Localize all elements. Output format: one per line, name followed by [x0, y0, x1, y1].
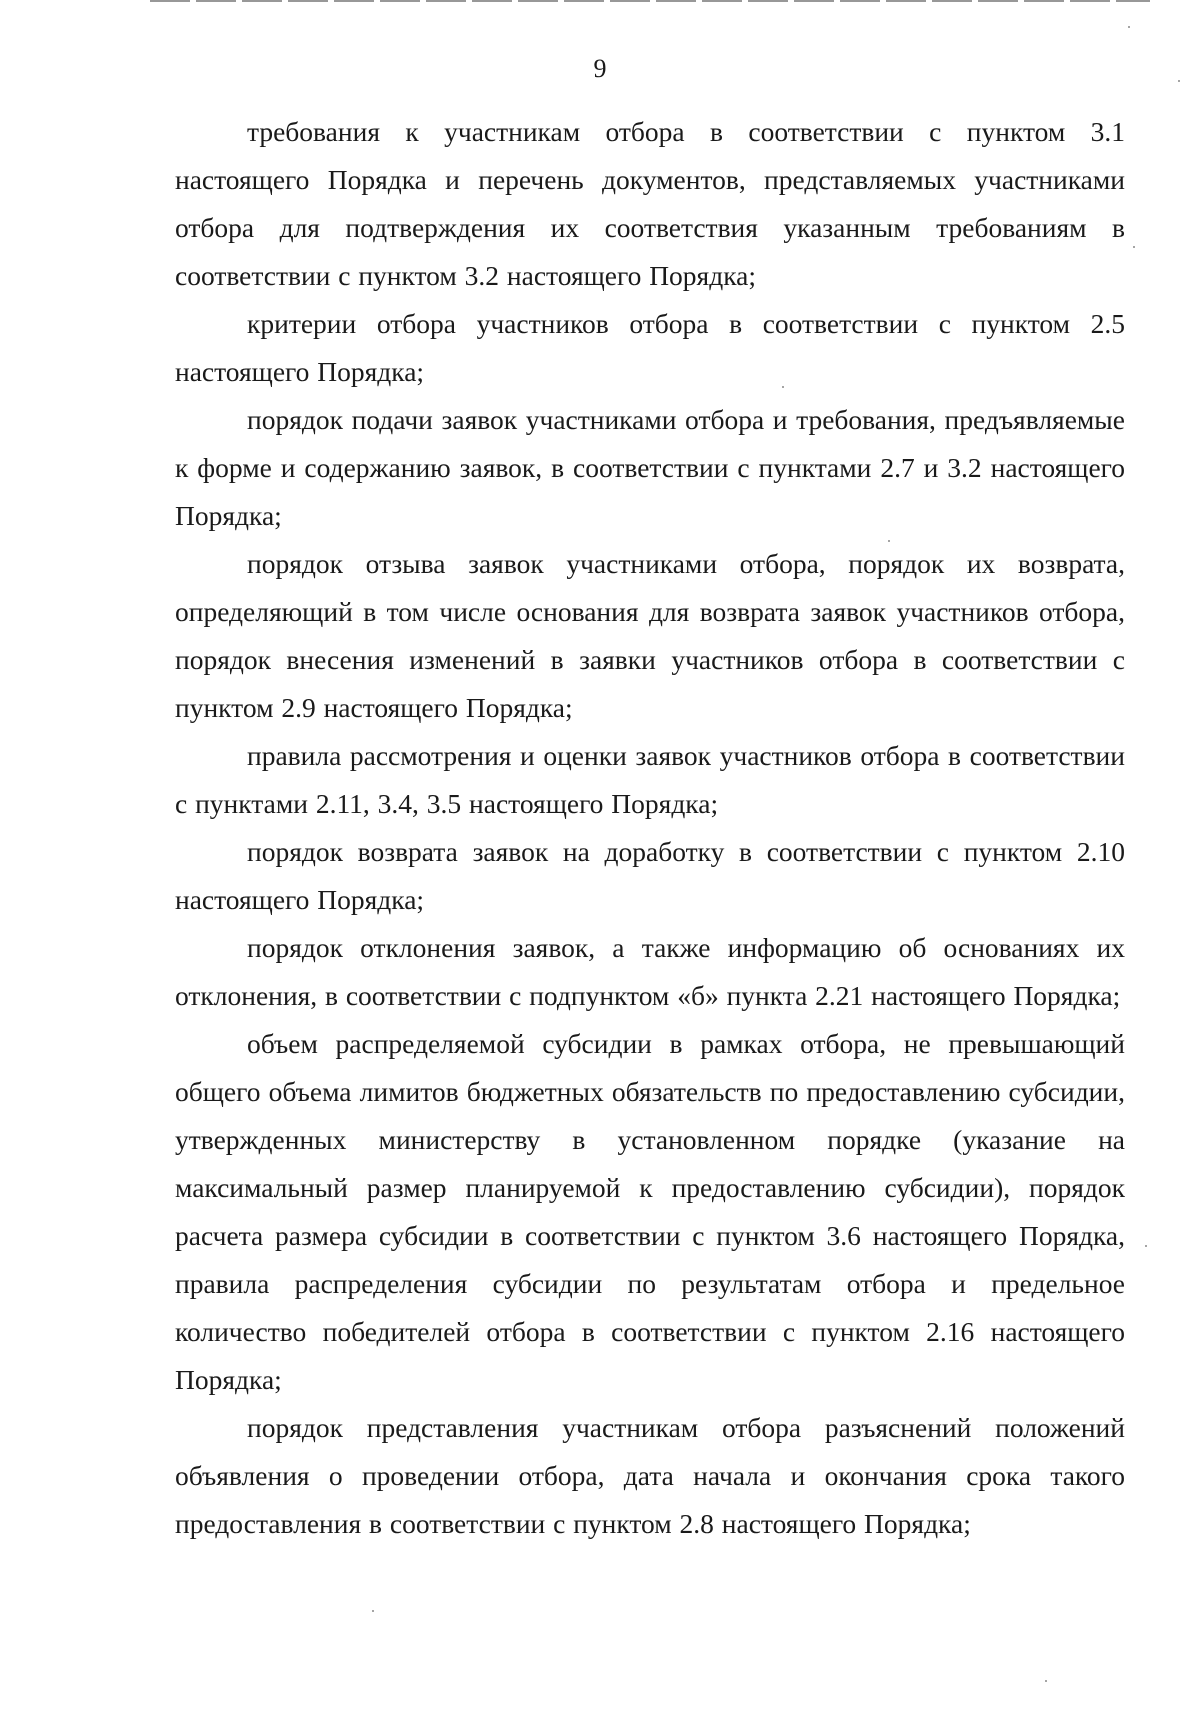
paragraph-review-rules: правила рассмотрения и оценки заявок участников отбора в соответствии с пунктами 2.11, 3.4, 3.5 настоящего Порядка;: [175, 740, 1125, 819]
scan-speck: [1045, 1680, 1047, 1682]
scan-speck: [888, 540, 890, 542]
scan-speck: [782, 386, 784, 388]
paragraph-application-submission: порядок подачи заявок участниками отбора и требования, предъявляемые к форме и содержанию заявок, в соответствии с пунктами 2.7 и 3.2 настоящего Порядка;: [175, 404, 1125, 531]
scan-speck: [372, 1610, 374, 1612]
paragraph-clarifications: порядок представления участникам отбора разъяснений положений объявления о проведении отбора, дата начала и окончания срока такого предоставления в соответствии с пунктом 2.8 настоящего Порядка;: [175, 1412, 1125, 1539]
paragraph-rejection-procedure: порядок отклонения заявок, а также информацию об основаниях их отклонения, в соответствии с подпунктом «б» пункта 2.21 настоящего Порядка;: [175, 932, 1125, 1011]
page-number: 9: [593, 54, 607, 83]
scan-speck: [1128, 26, 1130, 28]
paragraph-return-for-revision: порядок возврата заявок на доработку в соответствии с пунктом 2.10 настоящего Порядка;: [175, 836, 1125, 915]
scan-speck: [1145, 1245, 1147, 1247]
scan-speck: [1178, 80, 1180, 82]
document-body: [175, 108, 1125, 1548]
paragraph-participant-requirements: требования к участникам отбора в соответствии с пунктом 3.1 настоящего Порядка и перечень документов, представляемых участниками отбора для подтверждения их соответствия указанным требованиям в соответствии с пунктом 3.2 настоящего Порядка;: [175, 116, 1125, 291]
scan-speck: [1133, 246, 1135, 248]
paragraph-application-withdrawal: порядок отзыва заявок участниками отбора, порядок их возврата, определяющий в том числе основания для возврата заявок участников отбора, порядок внесения изменений в заявки участников отбора в соответствии с пунктом 2.9 настоящего Порядка;: [175, 548, 1125, 723]
scan-edge-artifact: [150, 0, 1150, 2]
paragraph-subsidy-volume: объем распределяемой субсидии в рамках отбора, не превышающий общего объема лимитов бюджетных обязательств по предоставлению субсидии, утвержденных министерству в установленном порядке (указание на максимальный размер планируемой к предоставлению субсидии), порядок расчета размера субсидии в соответствии с пунктом 3.6 настоящего Порядка, правила распределения субсидии по результатам отбора и предельное количество победителей отбора в соответствии с пунктом 2.16 настоящего Порядка;: [175, 1028, 1125, 1395]
paragraph-selection-criteria: критерии отбора участников отбора в соответствии с пунктом 2.5 настоящего Порядка;: [175, 308, 1125, 387]
